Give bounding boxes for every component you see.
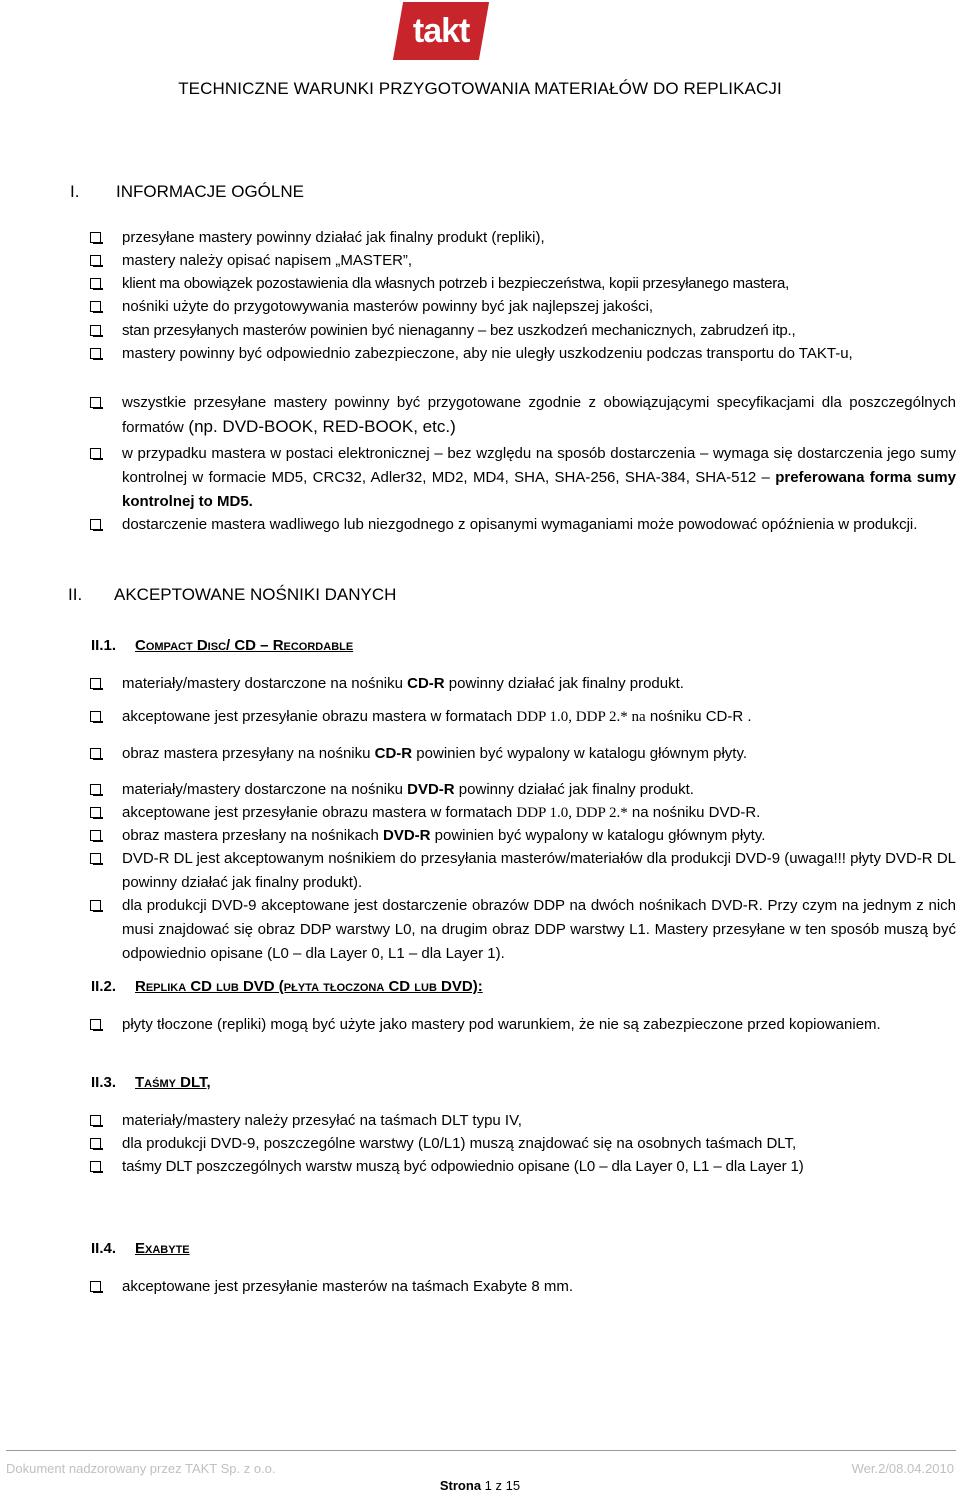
document-title: TECHNICZNE WARUNKI PRZYGOTOWANIA MATERIAŁÓW DO REPLIKACJI [178, 79, 782, 98]
checkbox-bullet-icon [90, 807, 101, 818]
checkbox-bullet-icon [90, 1161, 101, 1172]
checkbox-bullet-icon [90, 278, 101, 289]
list-item: akceptowane jest przesyłanie obrazu mastera w formatach DDP 1.0, DDP 2.* na nośniku DVD-R. [84, 801, 956, 825]
section-heading-2: II. AKCEPTOWANE NOŚNIKI DANYCH [68, 585, 397, 604]
list-item: taśmy DLT poszczególnych warstw muszą być odpowiednio opisane (L0 – dla Layer 0, L1 – dla Layer 1) [84, 1155, 956, 1179]
subsection-heading-replika: II.2. Replika CD lub DVD (płyta tłoczona CD lub DVD): [91, 978, 483, 995]
list-item: wszystkie przesyłane mastery powinny być przygotowane zgodnie z obowiązującymi specyfikacjami dla poszczególnych formatów (np. DVD-BOOK, RED-BOOK, etc.) [84, 391, 956, 440]
checkbox-bullet-icon [90, 232, 101, 243]
checkbox-bullet-icon [90, 1019, 101, 1030]
checkbox-bullet-icon [90, 784, 101, 795]
footer-left-text: Dokument nadzorowany przez TAKT Sp. z o.o. [6, 1461, 276, 1476]
subsection-heading-dlt: II.3. Taśmy DLT, [91, 1074, 211, 1091]
list-item: stan przesyłanych masterów powinien być nienaganny – bez uszkodzeń mechanicznych, zabrudzeń itp., [84, 319, 956, 343]
takt-logo: takt [393, 2, 489, 60]
list-item: przesyłane mastery powinny działać jak finalny produkt (repliki), [84, 226, 956, 250]
list-item: dla produkcji DVD-9 akceptowane jest dostarczenie obrazów DDP na dwóch nośnikach DVD-R. Przy czym na jednym z nich musi znajdować się obraz DDP warstwy L0, na drugim obraz DDP warstwy L1. Mastery przesyłane w ten sposób muszą być odpowiednio opisane (L0 – dla Layer 0, L1 – dla Layer 1). [84, 894, 956, 966]
section-heading-1 [70, 182, 304, 202]
list-item: materiały/mastery dostarczone na nośniku CD-R powinny działać jak finalny produkt. [84, 672, 956, 696]
checkbox-bullet-icon [90, 1281, 101, 1292]
list-item: mastery należy opisać napisem „MASTER”, [84, 249, 956, 273]
checkbox-bullet-icon [90, 255, 101, 266]
checkbox-bullet-icon [90, 830, 101, 841]
list-item: materiały/mastery należy przesyłać na taśmach DLT typu IV, [84, 1109, 956, 1133]
checkbox-bullet-icon [90, 748, 101, 759]
footer-divider [6, 1450, 956, 1451]
subsection-heading-cd: II.1. Compact Disc/ CD – Recordable [91, 637, 354, 654]
list-item: klient ma obowiązek pozostawienia dla własnych potrzeb i bezpieczeństwa, kopii przesyłanego mastera, [84, 272, 956, 296]
checkbox-bullet-icon [90, 853, 101, 864]
checkbox-bullet-icon [90, 301, 101, 312]
checkbox-bullet-icon [90, 448, 101, 459]
page-number: Strona 1 z 15 [439, 1478, 521, 1493]
list-item: dostarczenie mastera wadliwego lub niezgodnego z opisanymi wymaganiami może powodować opóźnienia w produkcji. [84, 513, 956, 537]
list-item: akceptowane jest przesyłanie masterów na taśmach Exabyte 8 mm. [84, 1275, 956, 1299]
section-title: INFORMACJE OGÓLNE [116, 182, 304, 201]
checkbox-bullet-icon [90, 397, 101, 408]
list-item: akceptowane jest przesyłanie obrazu mastera w formatach DDP 1.0, DDP 2.* na nośniku CD-R . [84, 705, 956, 729]
checkbox-bullet-icon [90, 900, 101, 911]
list-item: dla produkcji DVD-9, poszczególne warstwy (L0/L1) muszą znajdować się na osobnych taśmach DLT, [84, 1132, 956, 1156]
list-item: obraz mastera przesyłany na nośniku CD-R powinien być wypalony w katalogu głównym płyty. [84, 742, 956, 766]
list-item: płyty tłoczone (repliki) mogą być użyte jako mastery pod warunkiem, że nie są zabezpieczone przed kopiowaniem. [84, 1013, 956, 1037]
checkbox-bullet-icon [90, 519, 101, 530]
list-item: mastery powinny być odpowiednio zabezpieczone, aby nie uległy uszkodzeniu podczas transportu do TAKT-u, [84, 342, 956, 366]
checkbox-bullet-icon [90, 1138, 101, 1149]
list-item: DVD-R DL jest akceptowanym nośnikiem do przesyłania masterów/materiałów dla produkcji DVD-9 (uwaga!!! płyty DVD-R DL powinny działać jak finalny produkt). [84, 847, 956, 895]
checkbox-bullet-icon [90, 678, 101, 689]
checkbox-bullet-icon [90, 348, 101, 359]
checkbox-bullet-icon [90, 1115, 101, 1126]
section-number: I. [70, 182, 80, 201]
list-item: obraz mastera przesłany na nośnikach DVD-R powinien być wypalony w katalogu głównym płyty. [84, 824, 956, 848]
footer-version: Wer.2/08.04.2010 [851, 1461, 954, 1476]
checkbox-bullet-icon [90, 711, 101, 722]
list-item: w przypadku mastera w postaci elektronicznej – bez względu na sposób dostarczenia – wymaga się dostarczenia jego sumy kontrolnej w formacie MD5, CRC32, Adler32, MD2, MD4, SHA, SHA-256, SHA-384, SHA-512 – preferowana forma sumy kontrolnej to MD5. [84, 442, 956, 514]
list-item: nośniki użyte do przygotowywania masterów powinny być jak najlepszej jakości, [84, 295, 956, 319]
checkbox-bullet-icon [90, 325, 101, 336]
list-item: materiały/mastery dostarczone na nośniku DVD-R powinny działać jak finalny produkt. [84, 778, 956, 802]
subsection-heading-exabyte: II.4. Exabyte [91, 1240, 190, 1257]
